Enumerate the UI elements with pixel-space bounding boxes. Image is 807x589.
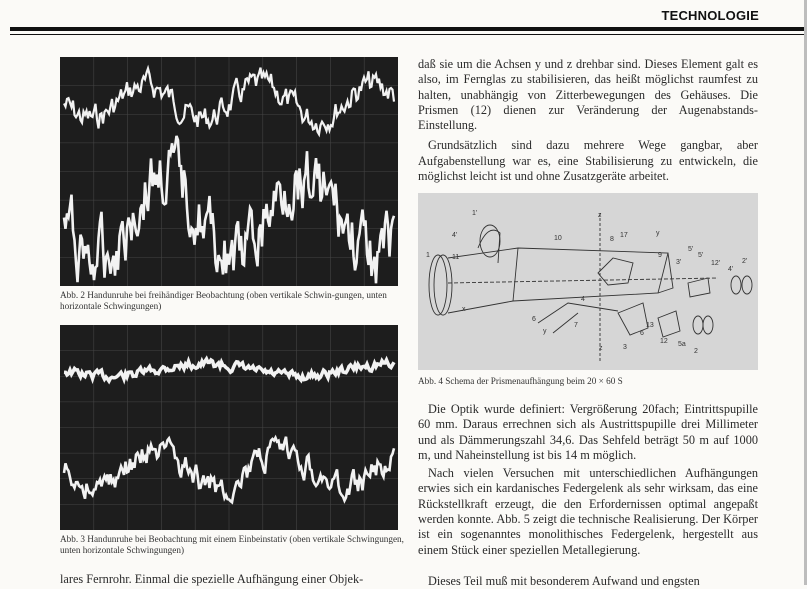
header-rule-thick [10, 27, 804, 31]
svg-text:10: 10 [554, 235, 562, 242]
svg-text:5': 5' [688, 246, 694, 253]
right-column-upper [418, 57, 758, 184]
left-column-continuation: lares Fernrohr. Einmal die spezielle Aufhängung einer Objek- [60, 572, 364, 586]
paragraph-axes: daß sie um die Achsen y und z drehbar sind. Dieses Element galt es also, im Fernglas zu stabilisieren, das heißt möglichst raumfest zu halten, unabhängig von Zitterbewegungen des Gehäuses. Die Prismen (12) dienen zur Veränderung der Augenabstands-Einstellung. [418, 57, 758, 133]
svg-text:12: 12 [660, 338, 668, 345]
svg-text:6: 6 [640, 330, 644, 337]
figure-4-schematic [418, 193, 758, 370]
svg-text:6: 6 [532, 316, 536, 323]
svg-text:13: 13 [646, 322, 654, 329]
figure-3-caption: Abb. 3 Handunruhe bei Beobachtung mit einem Einbeinstativ (oben vertikale Schwingungen, unten horizontale Schwingungen) [60, 534, 404, 555]
figure-2-oscillogram [60, 57, 398, 286]
svg-text:11: 11 [452, 254, 460, 261]
svg-text:5a: 5a [678, 341, 686, 348]
svg-text:7: 7 [574, 322, 578, 329]
svg-text:4': 4' [728, 266, 734, 273]
figure-3-traces [60, 325, 398, 530]
figure-4-caption: Abb. 4 Schema der Prismenaufhängung beim 20 × 60 S [418, 376, 623, 386]
right-column-continuation: Dieses Teil muß mit besonderem Aufwand und engsten [428, 574, 700, 588]
figure-2-caption: Abb. 2 Handunruhe bei freihändiger Beobachtung (oben vertikale Schwin-gungen, unten horizontale Schwingungen) [60, 290, 387, 311]
svg-text:2: 2 [694, 348, 698, 355]
svg-text:4': 4' [452, 232, 458, 239]
header-rule-thin [10, 34, 804, 35]
paragraph-optics: Die Optik wurde definiert: Vergrößerung 20fach; Eintrittspupille 60 mm. Daraus errechnen sich als Austrittspupille drei Millimeter und als Dämmerungszahl 34,6. Das Sehfeld beträgt 50 m auf 1000 m, und Naheinstellung ist bis 14 m möglich. [418, 402, 758, 462]
svg-text:z: z [599, 345, 603, 352]
paragraph-suspension: Nach vielen Versuchen mit unterschiedlichen Aufhängungen erwies sich ein kardanisches Federgelenk als sehr wirksam, das eine Rückstellkraft erzeugt, die den Erfordernissen optimal angepaßt werden konnte. Abb. 5 zeigt die technische Realisierung. Der Körper ist ein sogenanntes monolithisches Federgelenk, hergestellt aus einem Stück einer speziellen Metallegierung. [418, 466, 758, 557]
figure-3-oscillogram [60, 325, 398, 530]
svg-text:12': 12' [711, 260, 721, 267]
svg-text:x: x [462, 306, 466, 313]
figure-2-traces [60, 57, 398, 286]
svg-text:1': 1' [472, 210, 478, 217]
svg-text:y: y [543, 328, 547, 335]
svg-text:8: 8 [610, 236, 614, 243]
paragraph-approach: Grundsätzlich sind dazu mehrere Wege gangbar, aber Aufgabenstellung war es, eine Stabilisierung zu entwickeln, die möglichst leicht ist und ohne Zusatzgeräte arbeitet. [418, 138, 758, 184]
section-title: TECHNOLOGIE [661, 8, 759, 23]
prism-suspension-drawing [418, 193, 758, 370]
svg-text:5': 5' [698, 252, 704, 259]
svg-text:z: z [598, 212, 602, 219]
svg-text:4: 4 [581, 296, 585, 303]
svg-text:y: y [656, 230, 660, 237]
svg-text:3': 3' [676, 259, 682, 266]
svg-text:2': 2' [742, 258, 748, 265]
svg-text:17: 17 [620, 232, 628, 239]
svg-text:9: 9 [658, 252, 662, 259]
svg-text:3: 3 [623, 344, 627, 351]
svg-text:1: 1 [426, 252, 430, 259]
right-column-lower [418, 402, 758, 558]
